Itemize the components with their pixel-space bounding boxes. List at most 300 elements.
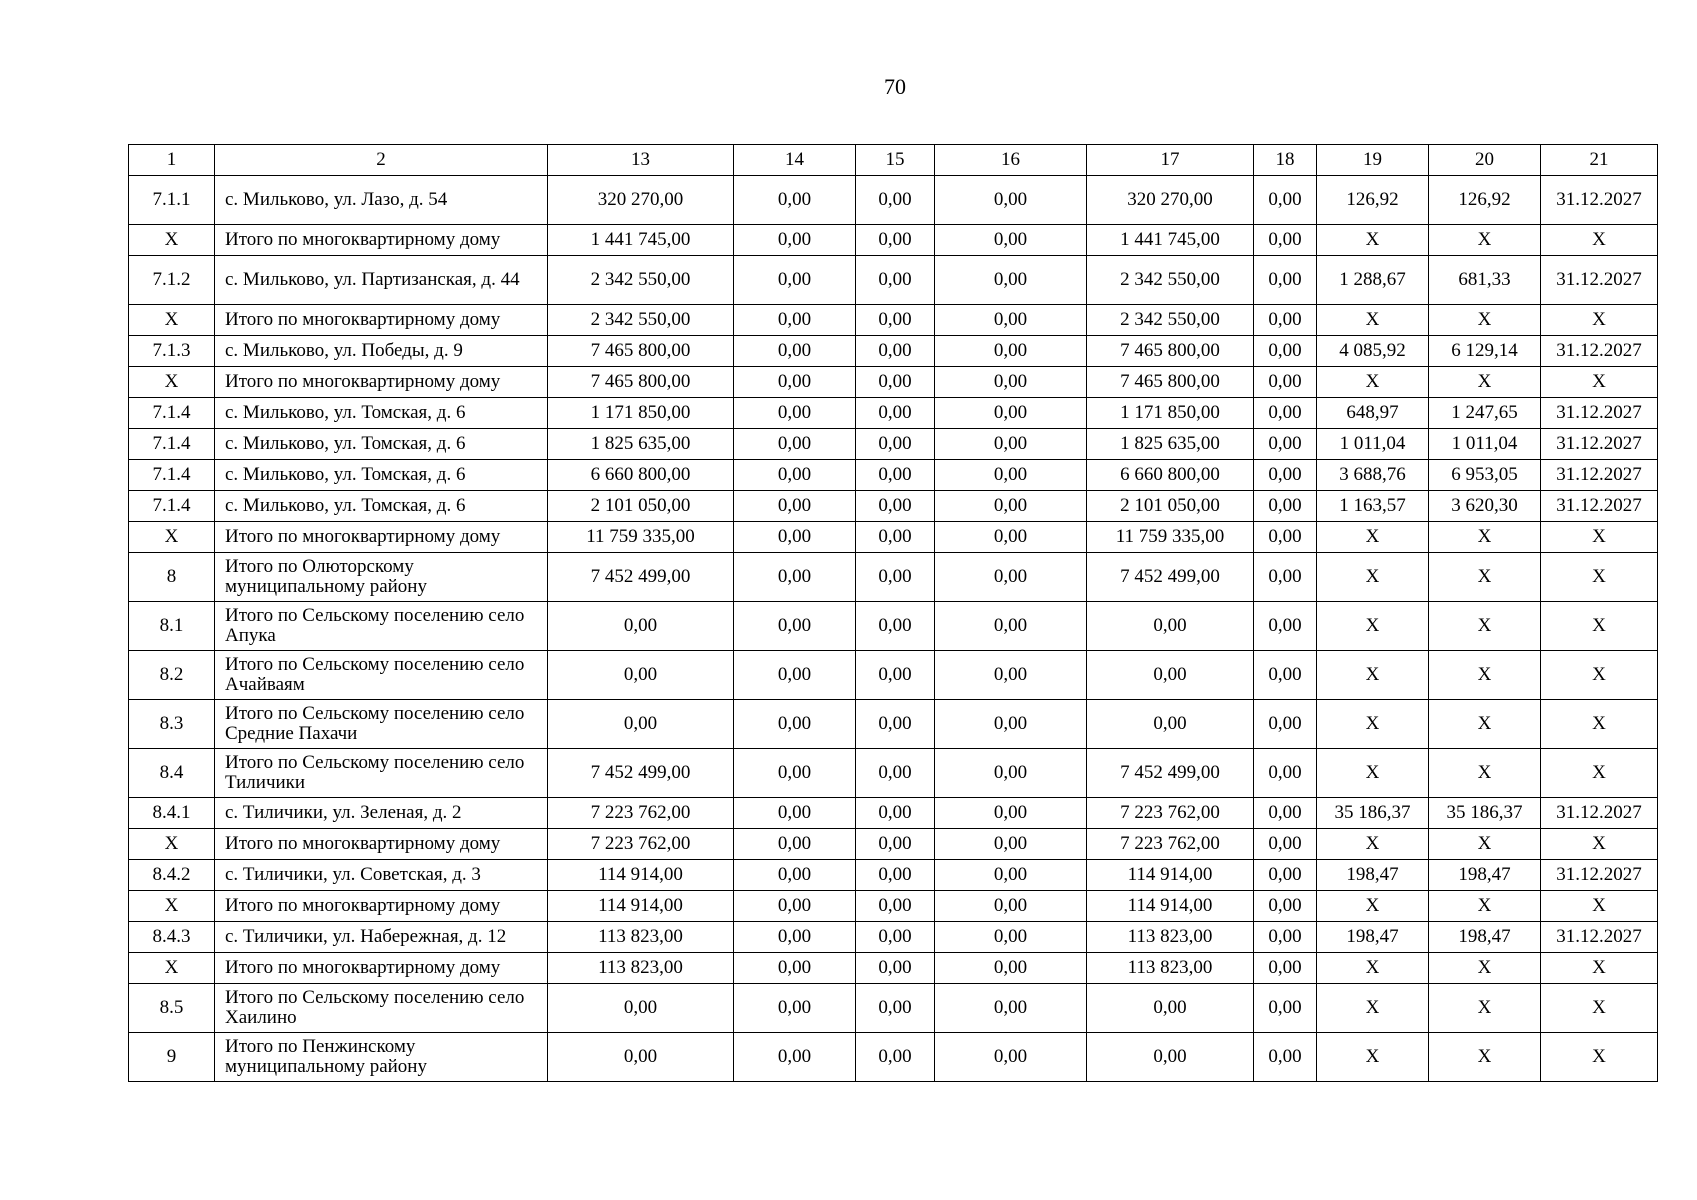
value-cell: 0,00 bbox=[935, 553, 1087, 602]
value-cell: 0,00 bbox=[856, 522, 935, 553]
value-cell: 0,00 bbox=[734, 491, 856, 522]
value-cell: 0,00 bbox=[548, 602, 734, 651]
value-cell: X bbox=[1317, 602, 1429, 651]
value-cell: 31.12.2027 bbox=[1541, 336, 1658, 367]
address-cell: Итого по Сельскому поселению село Тиличики bbox=[215, 749, 548, 798]
data-table bbox=[128, 144, 1658, 1082]
value-cell: X bbox=[1317, 829, 1429, 860]
value-cell: 0,00 bbox=[734, 429, 856, 460]
value-cell: 35 186,37 bbox=[1429, 798, 1541, 829]
value-cell: 1 171 850,00 bbox=[548, 398, 734, 429]
value-cell: 0,00 bbox=[1087, 700, 1254, 749]
value-cell: 198,47 bbox=[1317, 860, 1429, 891]
row-number-cell: 8.4.3 bbox=[129, 922, 215, 953]
value-cell: 6 953,05 bbox=[1429, 460, 1541, 491]
value-cell: X bbox=[1541, 984, 1658, 1033]
value-cell: 7 452 499,00 bbox=[548, 553, 734, 602]
value-cell: 198,47 bbox=[1429, 922, 1541, 953]
address-cell: Итого по Сельскому поселению село Апука bbox=[215, 602, 548, 651]
value-cell: 0,00 bbox=[734, 305, 856, 336]
header-cell: 16 bbox=[935, 145, 1087, 176]
table-row bbox=[129, 367, 1658, 398]
value-cell: 0,00 bbox=[856, 305, 935, 336]
address-cell: с. Тиличики, ул. Набережная, д. 12 bbox=[215, 922, 548, 953]
value-cell: 0,00 bbox=[1254, 1033, 1317, 1082]
address-cell: с. Тиличики, ул. Советская, д. 3 bbox=[215, 860, 548, 891]
value-cell: 0,00 bbox=[734, 829, 856, 860]
value-cell: 0,00 bbox=[856, 984, 935, 1033]
value-cell: 6 660 800,00 bbox=[1087, 460, 1254, 491]
value-cell: 113 823,00 bbox=[1087, 922, 1254, 953]
address-cell: Итого по многоквартирному дому bbox=[215, 829, 548, 860]
address-cell: с. Тиличики, ул. Зеленая, д. 2 bbox=[215, 798, 548, 829]
value-cell: X bbox=[1541, 651, 1658, 700]
value-cell: 31.12.2027 bbox=[1541, 798, 1658, 829]
value-cell: X bbox=[1541, 367, 1658, 398]
value-cell: 2 342 550,00 bbox=[1087, 305, 1254, 336]
value-cell: 0,00 bbox=[734, 749, 856, 798]
value-cell: 31.12.2027 bbox=[1541, 491, 1658, 522]
row-number-cell: X bbox=[129, 829, 215, 860]
value-cell: 0,00 bbox=[935, 1033, 1087, 1082]
table-row bbox=[129, 553, 1658, 602]
value-cell: 0,00 bbox=[734, 700, 856, 749]
value-cell: 0,00 bbox=[856, 225, 935, 256]
value-cell: 0,00 bbox=[734, 984, 856, 1033]
header-cell: 15 bbox=[856, 145, 935, 176]
value-cell: 7 465 800,00 bbox=[1087, 367, 1254, 398]
table-row bbox=[129, 651, 1658, 700]
value-cell: 1 247,65 bbox=[1429, 398, 1541, 429]
value-cell: 0,00 bbox=[935, 798, 1087, 829]
value-cell: 113 823,00 bbox=[548, 922, 734, 953]
value-cell: 0,00 bbox=[734, 798, 856, 829]
value-cell: 0,00 bbox=[1087, 651, 1254, 700]
page-number: 70 bbox=[884, 74, 906, 99]
value-cell: X bbox=[1317, 651, 1429, 700]
value-cell: 0,00 bbox=[856, 336, 935, 367]
header-cell: 20 bbox=[1429, 145, 1541, 176]
address-cell: Итого по многоквартирному дому bbox=[215, 367, 548, 398]
value-cell: 0,00 bbox=[856, 891, 935, 922]
value-cell: 0,00 bbox=[856, 429, 935, 460]
value-cell: 2 342 550,00 bbox=[1087, 256, 1254, 305]
value-cell: X bbox=[1429, 984, 1541, 1033]
table-row bbox=[129, 700, 1658, 749]
value-cell: 0,00 bbox=[856, 953, 935, 984]
value-cell: 0,00 bbox=[1254, 749, 1317, 798]
value-cell: 0,00 bbox=[935, 891, 1087, 922]
value-cell: 6 129,14 bbox=[1429, 336, 1541, 367]
value-cell: 0,00 bbox=[1254, 922, 1317, 953]
value-cell: 198,47 bbox=[1317, 922, 1429, 953]
value-cell: X bbox=[1317, 522, 1429, 553]
value-cell: 0,00 bbox=[1254, 860, 1317, 891]
value-cell: 0,00 bbox=[935, 860, 1087, 891]
address-cell: Итого по Сельскому поселению село Ачайваям bbox=[215, 651, 548, 700]
value-cell: 1 288,67 bbox=[1317, 256, 1429, 305]
row-number-cell: 8.4.1 bbox=[129, 798, 215, 829]
value-cell: 31.12.2027 bbox=[1541, 176, 1658, 225]
value-cell: 1 011,04 bbox=[1429, 429, 1541, 460]
address-cell: с. Мильково, ул. Томская, д. 6 bbox=[215, 460, 548, 491]
header-cell: 18 bbox=[1254, 145, 1317, 176]
value-cell: X bbox=[1541, 749, 1658, 798]
value-cell: X bbox=[1317, 1033, 1429, 1082]
table-row bbox=[129, 922, 1658, 953]
value-cell: 2 101 050,00 bbox=[548, 491, 734, 522]
value-cell: 0,00 bbox=[734, 522, 856, 553]
address-cell: Итого по многоквартирному дому bbox=[215, 225, 548, 256]
value-cell: 2 342 550,00 bbox=[548, 305, 734, 336]
value-cell: 31.12.2027 bbox=[1541, 429, 1658, 460]
table-row bbox=[129, 953, 1658, 984]
value-cell: 0,00 bbox=[734, 336, 856, 367]
value-cell: 11 759 335,00 bbox=[548, 522, 734, 553]
value-cell: 0,00 bbox=[1254, 176, 1317, 225]
value-cell: X bbox=[1541, 829, 1658, 860]
table-row bbox=[129, 398, 1658, 429]
value-cell: X bbox=[1541, 553, 1658, 602]
value-cell: 0,00 bbox=[1254, 700, 1317, 749]
value-cell: 0,00 bbox=[734, 398, 856, 429]
value-cell: 0,00 bbox=[935, 305, 1087, 336]
address-cell: Итого по Сельскому поселению село Хаилино bbox=[215, 984, 548, 1033]
value-cell: 0,00 bbox=[935, 984, 1087, 1033]
row-number-cell: 7.1.2 bbox=[129, 256, 215, 305]
value-cell: 0,00 bbox=[856, 398, 935, 429]
value-cell: 0,00 bbox=[935, 256, 1087, 305]
value-cell: 0,00 bbox=[935, 749, 1087, 798]
value-cell: 0,00 bbox=[856, 602, 935, 651]
value-cell: 114 914,00 bbox=[1087, 891, 1254, 922]
value-cell: 0,00 bbox=[935, 700, 1087, 749]
address-cell: с. Мильково, ул. Томская, д. 6 bbox=[215, 491, 548, 522]
value-cell: 0,00 bbox=[1254, 651, 1317, 700]
header-row bbox=[129, 145, 1658, 176]
value-cell: 0,00 bbox=[1254, 553, 1317, 602]
value-cell: X bbox=[1429, 829, 1541, 860]
value-cell: 126,92 bbox=[1429, 176, 1541, 225]
value-cell: 0,00 bbox=[935, 367, 1087, 398]
value-cell: 0,00 bbox=[734, 891, 856, 922]
table-row bbox=[129, 460, 1658, 491]
value-cell: 7 223 762,00 bbox=[1087, 798, 1254, 829]
value-cell: 126,92 bbox=[1317, 176, 1429, 225]
value-cell: 7 452 499,00 bbox=[1087, 553, 1254, 602]
value-cell: 114 914,00 bbox=[548, 860, 734, 891]
value-cell: X bbox=[1429, 1033, 1541, 1082]
value-cell: 1 825 635,00 bbox=[548, 429, 734, 460]
address-cell: Итого по многоквартирному дому bbox=[215, 953, 548, 984]
value-cell: 0,00 bbox=[1254, 367, 1317, 398]
value-cell: 35 186,37 bbox=[1317, 798, 1429, 829]
value-cell: 0,00 bbox=[935, 922, 1087, 953]
row-number-cell: 8.4 bbox=[129, 749, 215, 798]
row-number-cell: X bbox=[129, 522, 215, 553]
value-cell: 11 759 335,00 bbox=[1087, 522, 1254, 553]
address-cell: Итого по Сельскому поселению село Средние Пахачи bbox=[215, 700, 548, 749]
value-cell: 3 620,30 bbox=[1429, 491, 1541, 522]
row-number-cell: 7.1.1 bbox=[129, 176, 215, 225]
value-cell: 0,00 bbox=[856, 749, 935, 798]
address-cell: Итого по Олюторскому муниципальному району bbox=[215, 553, 548, 602]
value-cell: 1 441 745,00 bbox=[1087, 225, 1254, 256]
value-cell: 0,00 bbox=[856, 460, 935, 491]
row-number-cell: X bbox=[129, 225, 215, 256]
value-cell: X bbox=[1317, 553, 1429, 602]
address-cell: Итого по Пенжинскому муниципальному району bbox=[215, 1033, 548, 1082]
value-cell: 31.12.2027 bbox=[1541, 256, 1658, 305]
value-cell: 0,00 bbox=[856, 176, 935, 225]
value-cell: 0,00 bbox=[734, 553, 856, 602]
table-row bbox=[129, 336, 1658, 367]
value-cell: 0,00 bbox=[935, 829, 1087, 860]
value-cell: 3 688,76 bbox=[1317, 460, 1429, 491]
value-cell: 0,00 bbox=[548, 700, 734, 749]
value-cell: 31.12.2027 bbox=[1541, 922, 1658, 953]
value-cell: X bbox=[1317, 367, 1429, 398]
address-cell: с. Мильково, ул. Победы, д. 9 bbox=[215, 336, 548, 367]
value-cell: X bbox=[1429, 891, 1541, 922]
address-cell: Итого по многоквартирному дому bbox=[215, 305, 548, 336]
value-cell: 7 452 499,00 bbox=[548, 749, 734, 798]
value-cell: 0,00 bbox=[856, 1033, 935, 1082]
value-cell: 0,00 bbox=[1254, 256, 1317, 305]
header-cell: 17 bbox=[1087, 145, 1254, 176]
table-row bbox=[129, 749, 1658, 798]
value-cell: 0,00 bbox=[1254, 602, 1317, 651]
value-cell: 0,00 bbox=[734, 460, 856, 491]
value-cell: 1 441 745,00 bbox=[548, 225, 734, 256]
value-cell: 7 223 762,00 bbox=[548, 829, 734, 860]
value-cell: X bbox=[1429, 305, 1541, 336]
table-row bbox=[129, 860, 1658, 891]
value-cell: X bbox=[1429, 367, 1541, 398]
value-cell: X bbox=[1429, 522, 1541, 553]
value-cell: 7 223 762,00 bbox=[1087, 829, 1254, 860]
row-number-cell: X bbox=[129, 305, 215, 336]
header-cell: 13 bbox=[548, 145, 734, 176]
value-cell: X bbox=[1541, 953, 1658, 984]
value-cell: 0,00 bbox=[1254, 891, 1317, 922]
table-row bbox=[129, 429, 1658, 460]
value-cell: X bbox=[1429, 553, 1541, 602]
value-cell: 7 223 762,00 bbox=[548, 798, 734, 829]
value-cell: 31.12.2027 bbox=[1541, 860, 1658, 891]
row-number-cell: 8.3 bbox=[129, 700, 215, 749]
table-row bbox=[129, 225, 1658, 256]
table-row bbox=[129, 256, 1658, 305]
value-cell: 31.12.2027 bbox=[1541, 460, 1658, 491]
value-cell: 4 085,92 bbox=[1317, 336, 1429, 367]
value-cell: 2 101 050,00 bbox=[1087, 491, 1254, 522]
value-cell: X bbox=[1317, 891, 1429, 922]
value-cell: 0,00 bbox=[734, 176, 856, 225]
value-cell: 7 465 800,00 bbox=[1087, 336, 1254, 367]
table-row bbox=[129, 829, 1658, 860]
value-cell: 0,00 bbox=[1254, 829, 1317, 860]
value-cell: X bbox=[1429, 225, 1541, 256]
row-number-cell: 7.1.4 bbox=[129, 491, 215, 522]
value-cell: 7 465 800,00 bbox=[548, 367, 734, 398]
header-cell: 14 bbox=[734, 145, 856, 176]
table-row bbox=[129, 1033, 1658, 1082]
value-cell: X bbox=[1429, 700, 1541, 749]
value-cell: X bbox=[1541, 522, 1658, 553]
value-cell: X bbox=[1541, 225, 1658, 256]
value-cell: 0,00 bbox=[1087, 984, 1254, 1033]
table-row bbox=[129, 176, 1658, 225]
value-cell: 0,00 bbox=[1254, 305, 1317, 336]
value-cell: 0,00 bbox=[935, 651, 1087, 700]
value-cell: X bbox=[1541, 1033, 1658, 1082]
value-cell: 0,00 bbox=[1254, 429, 1317, 460]
row-number-cell: 8.5 bbox=[129, 984, 215, 1033]
value-cell: 0,00 bbox=[1254, 984, 1317, 1033]
value-cell: 0,00 bbox=[935, 460, 1087, 491]
value-cell: 0,00 bbox=[856, 256, 935, 305]
row-number-cell: 7.1.4 bbox=[129, 429, 215, 460]
row-number-cell: X bbox=[129, 953, 215, 984]
row-number-cell: 8.1 bbox=[129, 602, 215, 651]
table-row bbox=[129, 984, 1658, 1033]
address-cell: Итого по многоквартирному дому bbox=[215, 522, 548, 553]
value-cell: 0,00 bbox=[1254, 225, 1317, 256]
value-cell: 0,00 bbox=[856, 700, 935, 749]
value-cell: 0,00 bbox=[856, 553, 935, 602]
value-cell: 1 163,57 bbox=[1317, 491, 1429, 522]
value-cell: 0,00 bbox=[856, 922, 935, 953]
table-row bbox=[129, 798, 1658, 829]
value-cell: X bbox=[1317, 225, 1429, 256]
header-cell: 2 bbox=[215, 145, 548, 176]
value-cell: 0,00 bbox=[935, 429, 1087, 460]
value-cell: X bbox=[1317, 749, 1429, 798]
value-cell: 0,00 bbox=[734, 602, 856, 651]
value-cell: 320 270,00 bbox=[1087, 176, 1254, 225]
value-cell: 0,00 bbox=[734, 651, 856, 700]
value-cell: 0,00 bbox=[935, 176, 1087, 225]
value-cell: X bbox=[1317, 953, 1429, 984]
row-number-cell: 8.4.2 bbox=[129, 860, 215, 891]
row-number-cell: 9 bbox=[129, 1033, 215, 1082]
value-cell: 0,00 bbox=[734, 1033, 856, 1082]
value-cell: 0,00 bbox=[1087, 602, 1254, 651]
value-cell: 0,00 bbox=[935, 225, 1087, 256]
value-cell: 198,47 bbox=[1429, 860, 1541, 891]
value-cell: X bbox=[1429, 749, 1541, 798]
address-cell: с. Мильково, ул. Лазо, д. 54 bbox=[215, 176, 548, 225]
address-cell: с. Мильково, ул. Партизанская, д. 44 bbox=[215, 256, 548, 305]
value-cell: 0,00 bbox=[548, 1033, 734, 1082]
value-cell: 0,00 bbox=[548, 651, 734, 700]
value-cell: 0,00 bbox=[734, 367, 856, 398]
value-cell: 0,00 bbox=[734, 225, 856, 256]
value-cell: 31.12.2027 bbox=[1541, 398, 1658, 429]
value-cell: 113 823,00 bbox=[548, 953, 734, 984]
value-cell: 7 465 800,00 bbox=[548, 336, 734, 367]
value-cell: 0,00 bbox=[935, 522, 1087, 553]
value-cell: 114 914,00 bbox=[1087, 860, 1254, 891]
row-number-cell: X bbox=[129, 367, 215, 398]
value-cell: 0,00 bbox=[935, 953, 1087, 984]
value-cell: 0,00 bbox=[1254, 336, 1317, 367]
value-cell: 320 270,00 bbox=[548, 176, 734, 225]
value-cell: 0,00 bbox=[856, 829, 935, 860]
value-cell: 0,00 bbox=[856, 491, 935, 522]
value-cell: 2 342 550,00 bbox=[548, 256, 734, 305]
value-cell: 0,00 bbox=[1254, 460, 1317, 491]
header-cell: 1 bbox=[129, 145, 215, 176]
value-cell: 0,00 bbox=[548, 984, 734, 1033]
table-row bbox=[129, 491, 1658, 522]
value-cell: 0,00 bbox=[935, 336, 1087, 367]
address-cell: с. Мильково, ул. Томская, д. 6 bbox=[215, 398, 548, 429]
value-cell: 681,33 bbox=[1429, 256, 1541, 305]
value-cell: 0,00 bbox=[1254, 491, 1317, 522]
value-cell: 0,00 bbox=[935, 491, 1087, 522]
table-body bbox=[129, 145, 1658, 1082]
value-cell: X bbox=[1429, 602, 1541, 651]
value-cell: 0,00 bbox=[1254, 398, 1317, 429]
row-number-cell: 7.1.4 bbox=[129, 460, 215, 491]
address-cell: Итого по многоквартирному дому bbox=[215, 891, 548, 922]
value-cell: 114 914,00 bbox=[548, 891, 734, 922]
value-cell: X bbox=[1429, 651, 1541, 700]
value-cell: 0,00 bbox=[734, 256, 856, 305]
value-cell: X bbox=[1429, 953, 1541, 984]
value-cell: X bbox=[1541, 602, 1658, 651]
value-cell: X bbox=[1541, 891, 1658, 922]
value-cell: 1 171 850,00 bbox=[1087, 398, 1254, 429]
value-cell: 0,00 bbox=[935, 602, 1087, 651]
value-cell: 113 823,00 bbox=[1087, 953, 1254, 984]
table-row bbox=[129, 602, 1658, 651]
value-cell: X bbox=[1317, 984, 1429, 1033]
row-number-cell: 7.1.4 bbox=[129, 398, 215, 429]
row-number-cell: 7.1.3 bbox=[129, 336, 215, 367]
table-row bbox=[129, 891, 1658, 922]
value-cell: 0,00 bbox=[856, 860, 935, 891]
row-number-cell: 8.2 bbox=[129, 651, 215, 700]
row-number-cell: 8 bbox=[129, 553, 215, 602]
value-cell: 0,00 bbox=[856, 798, 935, 829]
value-cell: X bbox=[1317, 305, 1429, 336]
value-cell: X bbox=[1541, 305, 1658, 336]
value-cell: 0,00 bbox=[1254, 798, 1317, 829]
value-cell: 0,00 bbox=[734, 860, 856, 891]
value-cell: 0,00 bbox=[935, 398, 1087, 429]
value-cell: X bbox=[1317, 700, 1429, 749]
value-cell: 6 660 800,00 bbox=[548, 460, 734, 491]
row-number-cell: X bbox=[129, 891, 215, 922]
value-cell: 0,00 bbox=[734, 922, 856, 953]
table-row bbox=[129, 522, 1658, 553]
table-row bbox=[129, 305, 1658, 336]
value-cell: 0,00 bbox=[734, 953, 856, 984]
value-cell: X bbox=[1541, 700, 1658, 749]
value-cell: 0,00 bbox=[856, 651, 935, 700]
value-cell: 648,97 bbox=[1317, 398, 1429, 429]
value-cell: 0,00 bbox=[1254, 953, 1317, 984]
value-cell: 0,00 bbox=[856, 367, 935, 398]
value-cell: 1 825 635,00 bbox=[1087, 429, 1254, 460]
value-cell: 0,00 bbox=[1254, 522, 1317, 553]
value-cell: 7 452 499,00 bbox=[1087, 749, 1254, 798]
address-cell: с. Мильково, ул. Томская, д. 6 bbox=[215, 429, 548, 460]
value-cell: 1 011,04 bbox=[1317, 429, 1429, 460]
